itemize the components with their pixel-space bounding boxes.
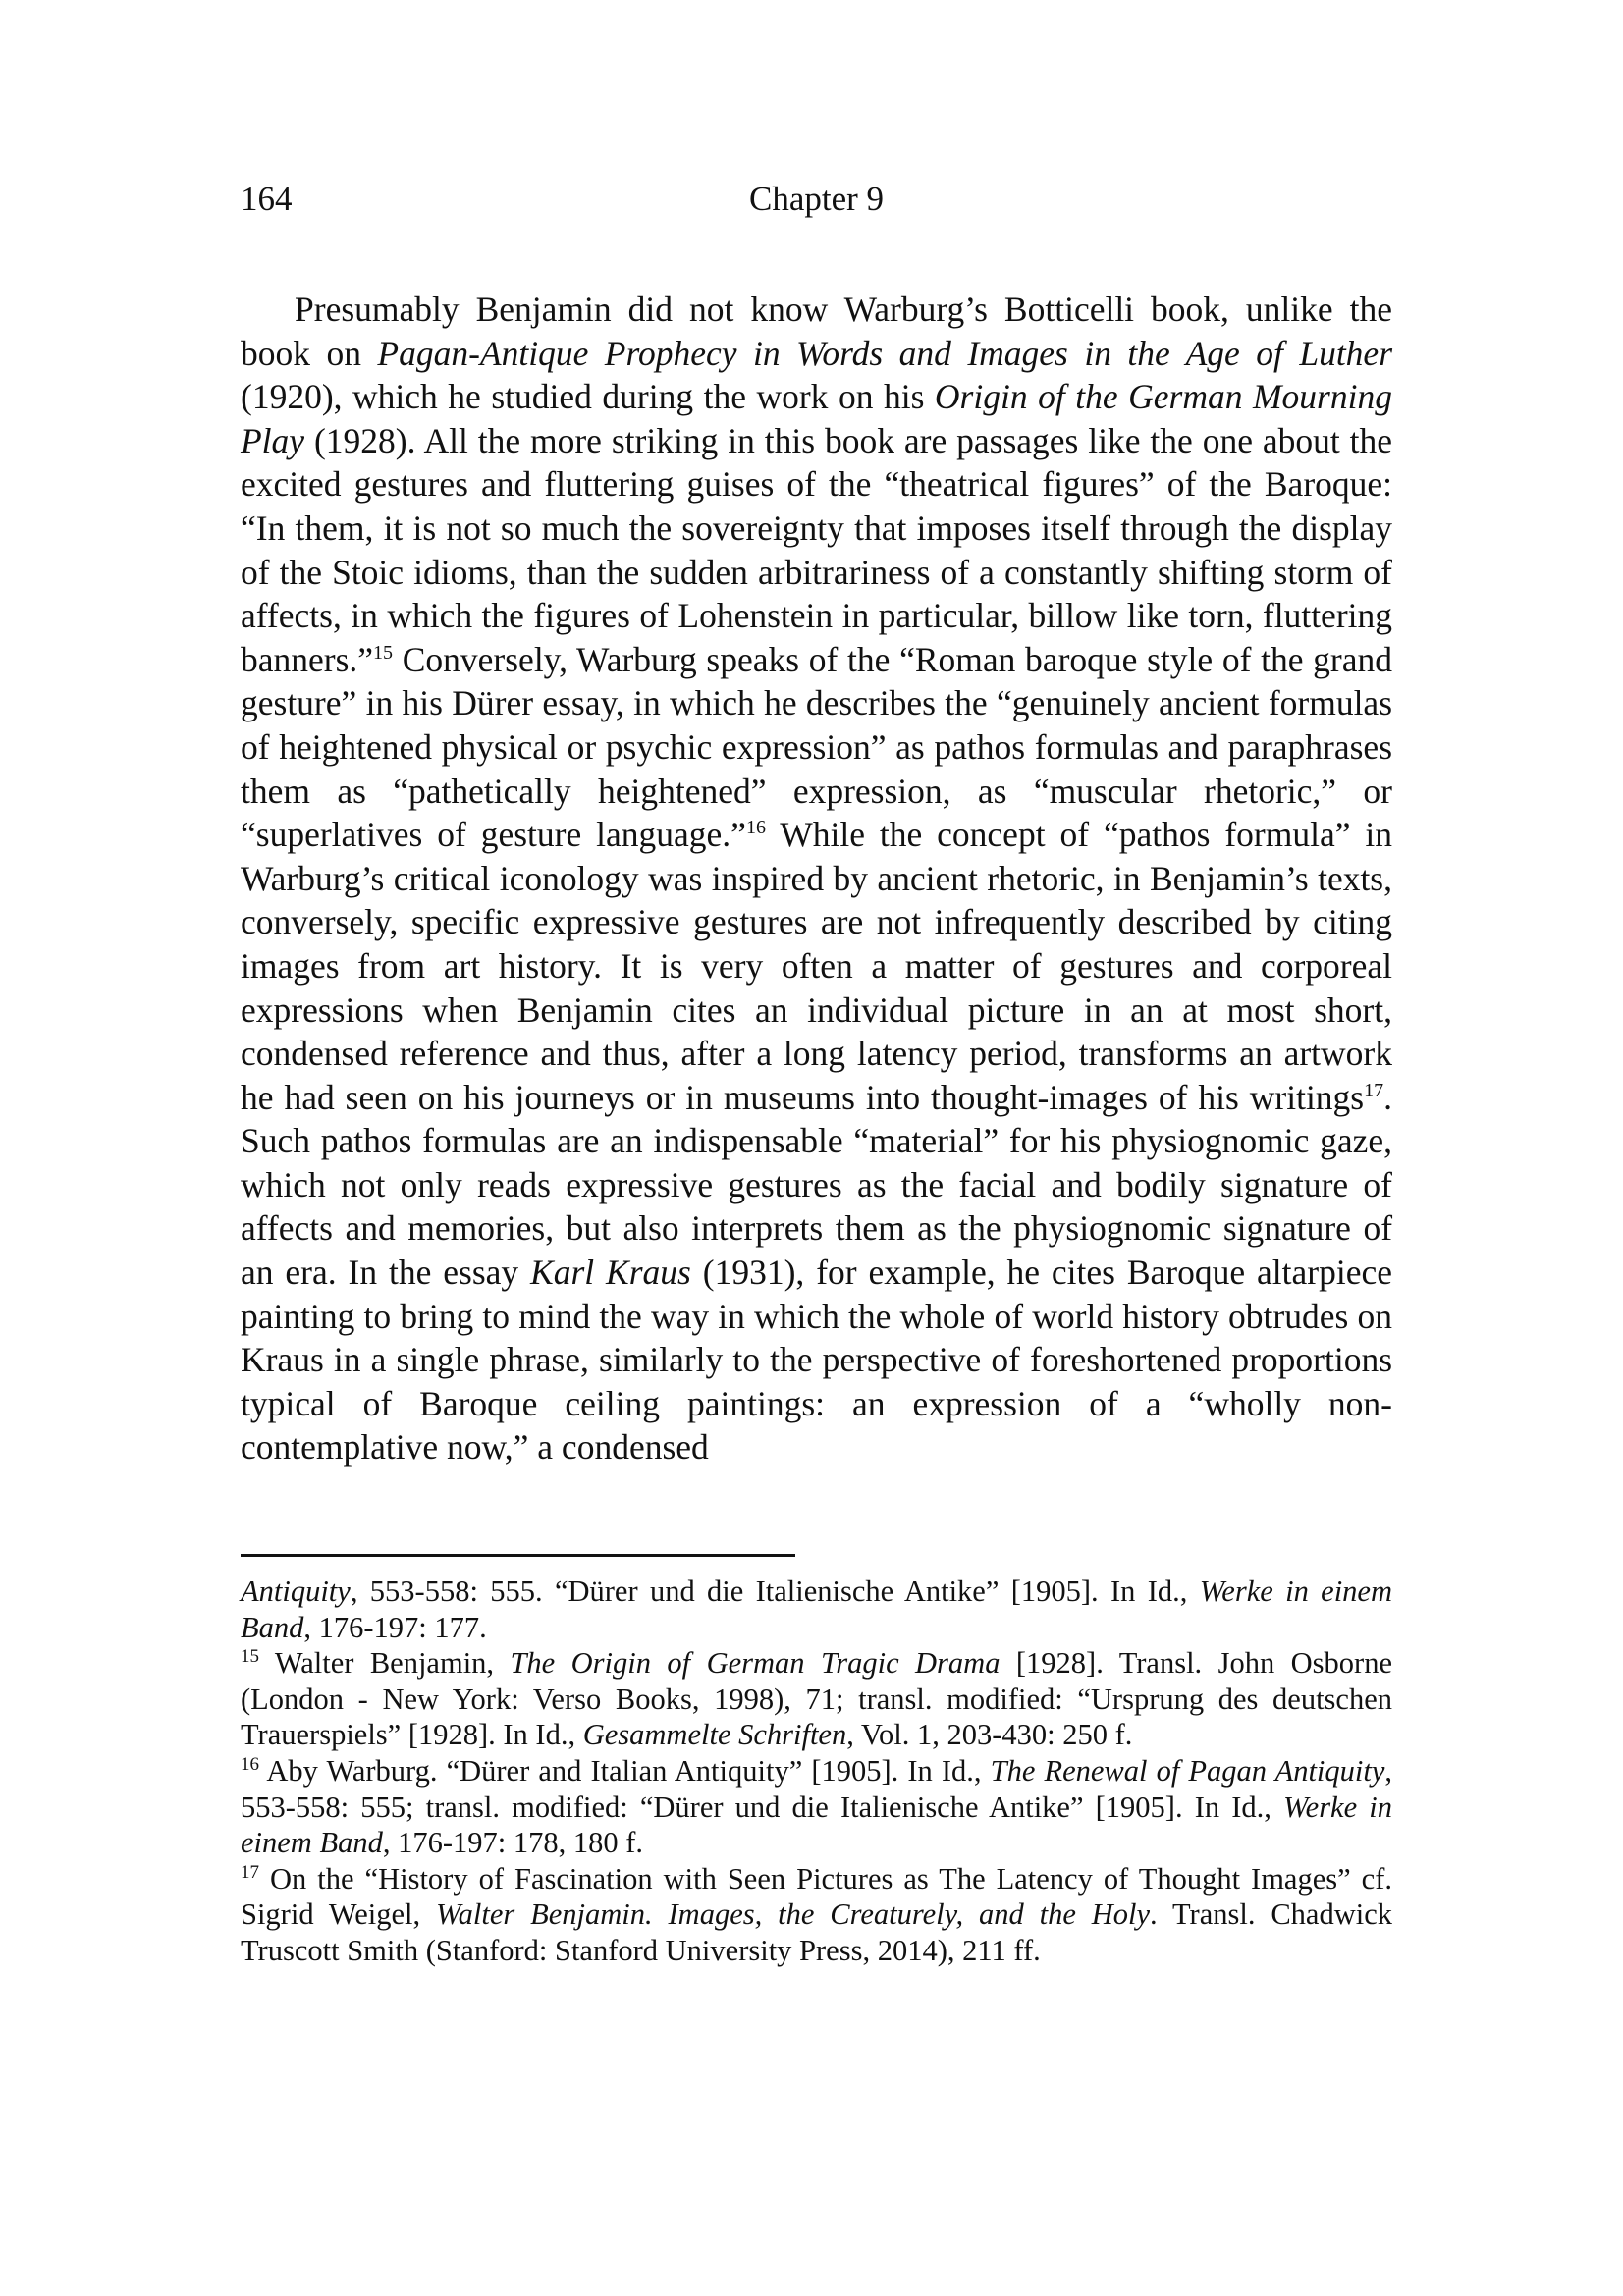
text-line: Baroque altarpiece painting to bring to mind the way in which the whole of — [241, 1253, 1392, 1336]
footnote-ref-17[interactable]: 17 — [1364, 1079, 1384, 1101]
text-line: Presumably Benjamin did not know Warburg’s Botticelli book, unlike — [295, 290, 1333, 329]
text-line: grand gesture” in his Dürer essay, in which he describes the “genuinely — [241, 639, 1393, 723]
text-line: affects and memories, but also interprets them as the physiognomic — [241, 1208, 1212, 1249]
book-title: Walter Benjamin. Images, the Creaturely, and the Holy — [436, 1897, 1151, 1932]
footnote-16 — [241, 1753, 1392, 1861]
text-line: by ancient rhetoric, in Benjamin’s texts, conversely, specific expressive — [241, 858, 1392, 942]
text-line: the sudden arbitrariness of a constantly shifting storm of affects, in which — [241, 552, 1393, 636]
text-segment: While the — [765, 815, 923, 855]
text-line: gestures are not infrequently described by citing images from art history. It — [241, 902, 1393, 986]
chapter-title: Chapter 9 — [748, 180, 885, 218]
book-title: Werke in einem Band — [241, 1575, 1392, 1644]
text-line: passages like the one about the excited gestures and fluttering guises of the — [241, 420, 1393, 505]
text-line: concept of “pathos formula” in Warburg’s critical iconology was inspired — [241, 815, 1392, 898]
book-title: Luther — [1299, 333, 1393, 373]
text-line: “theatrical figures” of the Baroque: “In them, it is not so much the — [241, 464, 1393, 548]
text-segment: (1920), which he studied during the work on his — [241, 377, 935, 417]
footnote-text: [1928]. Transl. John Osborne (London - New York: Verso Books, 1998), 71; transl. modified: “Ursprung des deutschen Trauerspiels” [1928]. In Id., — [241, 1646, 1392, 1752]
text-segment: Conversely, Warburg speaks of the “Roman baroque style of the — [393, 639, 1304, 679]
footnote-text: , 176-197: 178, 180 f. — [382, 1826, 644, 1860]
paragraph — [241, 288, 1392, 1469]
book-title: Werke in einem Band — [241, 1789, 1392, 1860]
book-title: The Renewal of Pagan Antiquity — [990, 1753, 1385, 1788]
text-segment: “muscular rhetoric,” or “superlatives of gesture language.” — [241, 771, 1392, 855]
book-title: Origin of the — [934, 377, 1118, 417]
running-head — [241, 175, 1392, 224]
essay-title: Karl Kraus — [530, 1253, 691, 1293]
main-paragraph — [241, 288, 1392, 1469]
footnote-number: 15 — [241, 1646, 259, 1668]
text-segment: the book on — [241, 290, 1393, 373]
text-line: formulas are an indispensable “material” for his physiognomic gaze, which — [241, 1121, 1392, 1204]
page-number: 164 — [241, 180, 293, 218]
text-line: the figures of Lohenstein in particular, billow like torn, fluttering — [481, 596, 1393, 636]
footnote-ref-16[interactable]: 16 — [745, 817, 766, 839]
text-segment: banners.” — [241, 639, 374, 679]
text-line: cites an individual picture in an at most short, condensed reference and thus, — [241, 989, 1392, 1074]
footnote-text: Aby Warburg. “Dürer and Italian Antiquity” [1905]. In Id., — [259, 1753, 991, 1788]
book-title: Pagan-Antique Prophecy in Words and Images in the Age of — [377, 333, 1283, 373]
text-line: sovereignty that imposes itself through the display of the Stoic idioms, than — [241, 507, 1392, 592]
footnote-text: . Transl. Chadwick Truscott Smith (Stanford: Stanford University Press, 2014), 211 ff. — [241, 1897, 1393, 1967]
footnote-number: 16 — [241, 1753, 259, 1775]
footnote-continuation — [241, 1574, 1392, 1645]
text-line: perspective of foreshortened proportions typical of Baroque ceiling — [241, 1340, 1393, 1423]
footnote-17 — [241, 1861, 1392, 1969]
footnote-number: 17 — [241, 1861, 259, 1883]
book-title: German Mourning Play — [241, 377, 1392, 460]
text-line: not only reads expressive gestures as the facial and bodily signature of — [341, 1164, 1393, 1204]
text-segment: journeys or in museums into thought-images of his writings — [514, 1077, 1365, 1117]
text-segment: (1931), for example, he cites — [690, 1253, 1115, 1293]
footnote-text: On the “History of Fascination with Seen Pictures as The Latency of Thought Images” cf. Sigrid Weigel, — [241, 1861, 1392, 1932]
footnote-text: , Vol. 1, 203-430: 250 f. — [846, 1718, 1133, 1752]
footnote-ref-15[interactable]: 15 — [373, 641, 394, 664]
text-line: ancient formulas of heightened physical or psychic expression” as pathos — [241, 683, 1393, 767]
text-segment: signature of an era. In the essay — [241, 1208, 1393, 1293]
text-line: world history obtrudes on Kraus in a single phrase, similarly to the — [241, 1296, 1392, 1380]
text-line: formulas and paraphrases them as “pathetically heightened” expression, as — [241, 726, 1393, 811]
book-title: Gesammelte Schriften — [582, 1718, 847, 1752]
text-line: paintings: an expression of a “wholly non-contemplative now,” a condensed — [241, 1383, 1392, 1468]
footnote-text: Walter Benjamin, — [259, 1646, 511, 1681]
footnote-15 — [241, 1645, 1392, 1753]
footnote-text: , 176-197: 177. — [303, 1610, 487, 1644]
footnote-text: , 553-558: 555. “Dürer und die Italienische Antike” [1905]. In Id., — [350, 1575, 1200, 1608]
text-line: is very often a matter of gestures and corporeal expressions when Benjamin — [241, 945, 1393, 1030]
text-line: after a long latency period, transforms an artwork he had seen on his — [241, 1034, 1392, 1117]
footnote-text: , 553-558: 555; transl. modified: “Dürer und die Italienische Antike” [1905]. In Id., — [241, 1753, 1393, 1824]
footnotes-section — [241, 1574, 1392, 1969]
book-title: Antiquity — [241, 1575, 351, 1608]
book-title: The Origin of German Tragic Drama — [510, 1646, 1001, 1681]
footnote-divider — [241, 1554, 795, 1557]
text-segment: (1928). All the more striking in this book are — [304, 420, 947, 460]
text-segment: . Such pathos — [241, 1077, 1392, 1161]
